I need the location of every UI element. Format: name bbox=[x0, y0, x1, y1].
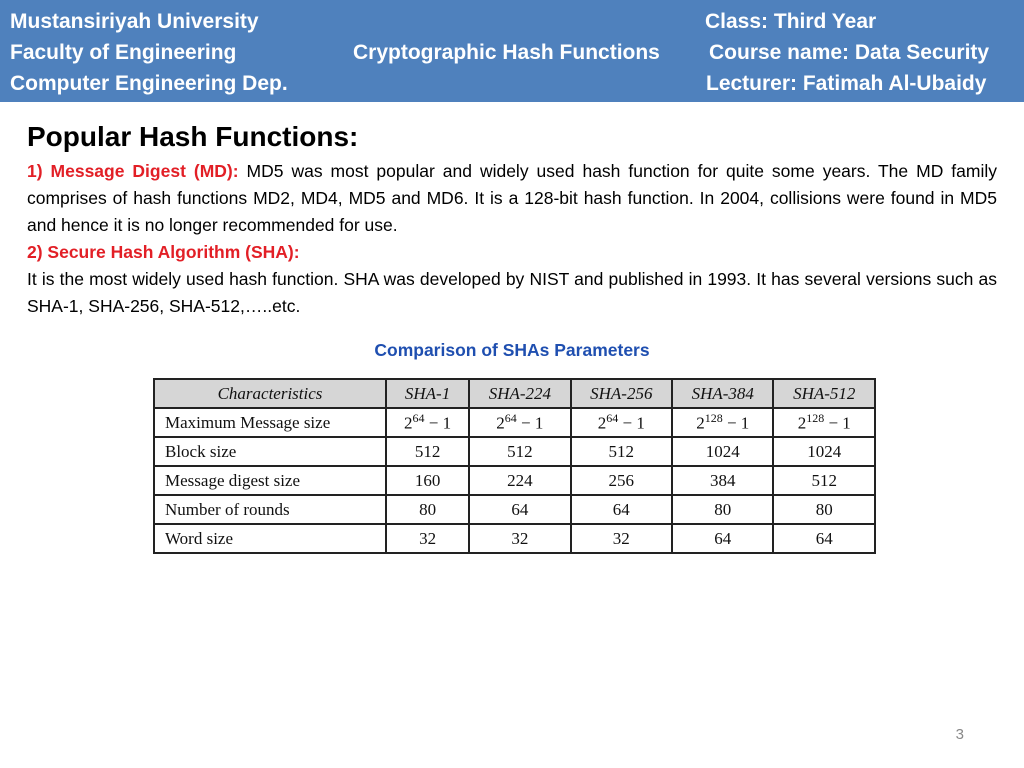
table-caption: Comparison of SHAs Parameters bbox=[374, 340, 650, 360]
table-row bbox=[154, 524, 875, 553]
row-label: Word size bbox=[154, 524, 386, 553]
table-cell: 512 bbox=[469, 437, 570, 466]
table-cell: $2^{128} - 1$ bbox=[773, 408, 875, 437]
course-name: Course name: Data Security bbox=[709, 41, 990, 64]
table-cell: $2^{64} - 1$ bbox=[386, 408, 469, 437]
table-cell: 224 bbox=[469, 466, 570, 495]
table-cell: 512 bbox=[571, 437, 672, 466]
table-row bbox=[154, 466, 875, 495]
table-cell: 160 bbox=[386, 466, 469, 495]
lecturer-name: Lecturer: Fatimah Al-Ubaidy bbox=[706, 72, 987, 95]
table-cell: 80 bbox=[773, 495, 875, 524]
column-header-sha-224: SHA-224 bbox=[469, 379, 570, 408]
md-text: MD5 was most popular and widely used hash function for quite some years. The MD family comprises of hash functions MD2, MD4, MD5 and MD6. It is a 128-bit hash function. In 2004, collisions were found in MD5 and hence it is no longer recommended for use. bbox=[27, 161, 997, 235]
table-cell: 512 bbox=[386, 437, 469, 466]
row-label: Block size bbox=[154, 437, 386, 466]
column-header-sha-1: SHA-1 bbox=[386, 379, 469, 408]
column-header-sha-512: SHA-512 bbox=[773, 379, 875, 408]
class-info: Class: Third Year bbox=[705, 10, 877, 33]
table-cell: 64 bbox=[773, 524, 875, 553]
table-cell: 512 bbox=[773, 466, 875, 495]
table-cell: $2^{64} - 1$ bbox=[469, 408, 570, 437]
section-heading: Popular Hash Functions: bbox=[27, 121, 359, 152]
slide-header bbox=[0, 0, 1024, 102]
page-number: 3 bbox=[955, 726, 964, 743]
table-cell: 256 bbox=[571, 466, 672, 495]
table-cell: 64 bbox=[469, 495, 570, 524]
table-cell: $2^{128} - 1$ bbox=[672, 408, 773, 437]
table-row bbox=[154, 495, 875, 524]
table-cell: $2^{64} - 1$ bbox=[571, 408, 672, 437]
column-header-sha-256: SHA-256 bbox=[571, 379, 672, 408]
department-name: Computer Engineering Dep. bbox=[10, 72, 288, 95]
table-cell: 64 bbox=[672, 524, 773, 553]
table-cell: 32 bbox=[386, 524, 469, 553]
sha-comparison-table bbox=[153, 378, 876, 554]
table-cell: 1024 bbox=[672, 437, 773, 466]
row-label: Number of rounds bbox=[154, 495, 386, 524]
table-cell: 384 bbox=[672, 466, 773, 495]
faculty-name: Faculty of Engineering bbox=[10, 41, 237, 64]
column-header-sha-384: SHA-384 bbox=[672, 379, 773, 408]
university-name: Mustansiriyah University bbox=[10, 10, 259, 33]
sha-label: 2) Secure Hash Algorithm (SHA): bbox=[27, 242, 300, 262]
table-cell: 32 bbox=[469, 524, 570, 553]
sha-label-line bbox=[27, 239, 997, 266]
table-cell: 80 bbox=[672, 495, 773, 524]
slide-content bbox=[27, 120, 997, 320]
table-cell: 1024 bbox=[773, 437, 875, 466]
table-cell: 80 bbox=[386, 495, 469, 524]
md-label: 1) Message Digest (MD): bbox=[27, 161, 239, 181]
table-row bbox=[154, 437, 875, 466]
md-paragraph bbox=[27, 158, 997, 239]
table-row bbox=[154, 408, 875, 437]
sha-paragraph: It is the most widely used hash function. SHA was developed by NIST and published in 1993. It has several versions such as SHA-1, SHA-256, SHA-512,…..etc. bbox=[27, 269, 997, 316]
table-body bbox=[154, 408, 875, 553]
column-header-characteristics: Characteristics bbox=[154, 379, 386, 408]
row-label: Message digest size bbox=[154, 466, 386, 495]
table-header-row bbox=[154, 379, 875, 408]
row-label: Maximum Message size bbox=[154, 408, 386, 437]
table-cell: 32 bbox=[571, 524, 672, 553]
lecture-title: Cryptographic Hash Functions bbox=[353, 41, 660, 64]
table-cell: 64 bbox=[571, 495, 672, 524]
